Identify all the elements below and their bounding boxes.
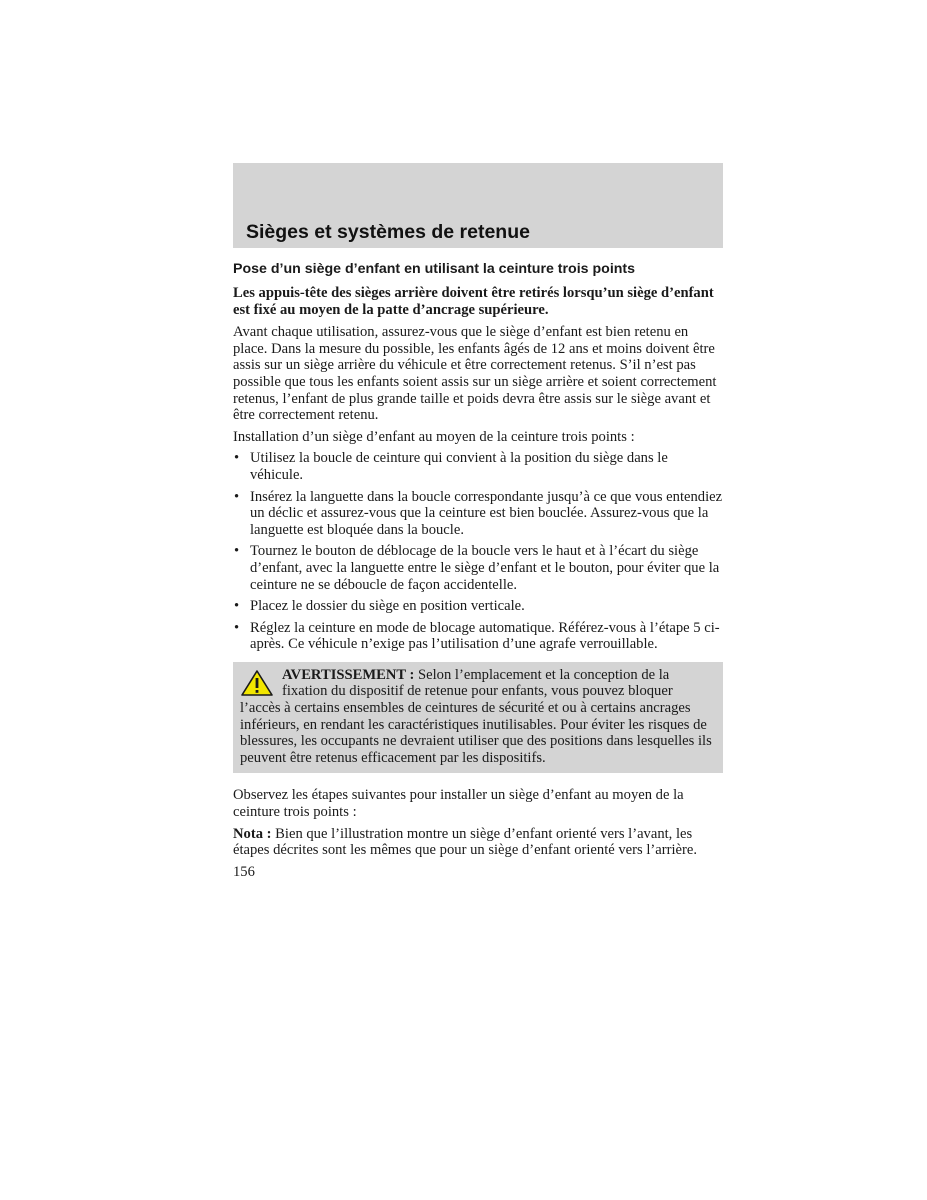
paragraph-1: Avant chaque utilisation, assurez-vous que le siège d’enfant est bien retenu en place. Dans la mesure du possible, les enfants âgés de 12 ans et moins doivent être assis sur un siège arrière du véhicule et être correctement retenus. S’il n’est pas possible que tous les enfants soient assis sur un siège arrière et soient correctement retenus, l’enfant de plus grande taille et poids devra être assis sur le siège avant et être correctement retenu. [233, 324, 717, 424]
page-number: 156 [233, 863, 255, 880]
section-heading: Pose d’un siège d’enfant en utilisant la ceinture trois points [233, 261, 636, 277]
note-text: Bien que l’illustration montre un siège d’enfant orienté vers l’avant, les étapes décrites sont les mêmes que pour un siège d’enfant orienté vers l’arrière. [233, 825, 697, 859]
bold-intro: Les appuis-tête des sièges arrière doivent être retirés lorsqu’un siège d’enfant est fixé au moyen de la patte d’ancrage supérieure. [233, 285, 714, 318]
paragraph-2: Installation d’un siège d’enfant au moyen de la ceinture trois points : [233, 428, 635, 445]
bullet-icon: • [234, 598, 240, 615]
list-item: • Utilisez la boucle de ceinture qui convient à la position du siège dans le véhicule. [234, 450, 668, 483]
note-label: Nota : [233, 825, 272, 842]
bullet-icon: • [234, 450, 240, 467]
list-item: • Tournez le bouton de déblocage de la boucle vers le haut et à l’écart du siège d’enfant, avec la languette entre le siège d’enfant et le bouton, pour éviter que la ceinture ne se déboucle de façon accidentelle. [234, 543, 720, 593]
bullet-icon: • [234, 543, 240, 560]
note-paragraph [233, 826, 723, 859]
instruction-list [233, 450, 723, 653]
paragraph-3: Observez les étapes suivantes pour installer un siège d’enfant au moyen de la ceinture trois points : [233, 787, 684, 821]
warning-text: Selon l’emplacement et la conception de la fixation du dispositif de retenue pour enfants, vous pouvez bloquer l’accès à certains ensembles de ceintures de sécurité et ou à certains ancrages inférieurs, en rendant les caractéristiques inutilisables. Pour éviter les risques de blessures, les occupants ne devraient utiliser que des positions dans lesquelles ils peuvent être retenus efficacement par les dispositifs. [240, 666, 712, 766]
list-item: • Insérez la languette dans la boucle correspondante jusqu’à ce que vous entendiez un déclic et assurez-vous que la ceinture est bien bouclée. Assurez-vous que la languette est bloquée dans la boucle. [234, 488, 723, 538]
page-content [233, 261, 723, 880]
warning-label: AVERTISSEMENT : [282, 666, 415, 683]
warning-box [233, 662, 723, 774]
warning-triangle-icon [240, 669, 274, 697]
list-item: • Placez le dossier du siège en position verticale. [234, 598, 525, 615]
page-title: Sièges et systèmes de retenue [246, 221, 530, 243]
section-header [233, 163, 723, 248]
bullet-icon: • [234, 619, 240, 636]
list-item: • Réglez la ceinture en mode de blocage automatique. Référez-vous à l’étape 5 ci-après. Ce véhicule n’exige pas l’utilisation d’une agrafe verrouillable. [234, 619, 720, 653]
bullet-icon: • [234, 488, 240, 505]
